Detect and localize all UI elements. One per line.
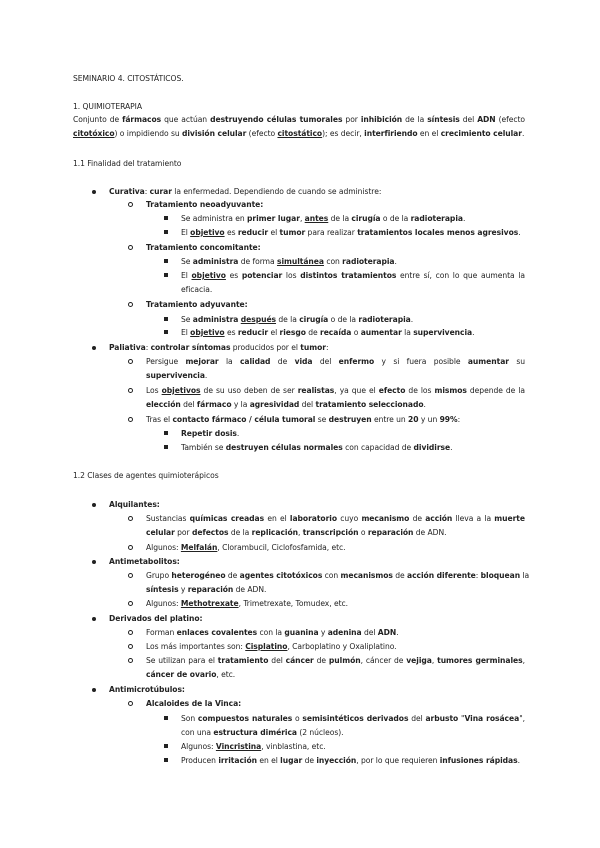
bullet-circle-icon	[128, 701, 133, 706]
text-run: ,	[431, 656, 438, 665]
text-run: para realizar	[305, 228, 358, 237]
item-neoadyuvante-2	[181, 228, 521, 238]
item-alquilantes-2	[146, 543, 346, 553]
text-run: interfiriendo	[364, 129, 418, 138]
text-run: de la	[276, 315, 300, 324]
text-run: , cáncer de	[360, 656, 407, 665]
text-run: tumores germinales	[437, 656, 523, 665]
item-concomitante-1	[181, 257, 397, 267]
text-run: inyección	[316, 756, 357, 765]
text-run: en el	[417, 129, 441, 138]
text-run: y si fuera posible	[374, 357, 468, 366]
item-adyuvante-title: Tratamiento adyuvante:	[146, 300, 248, 309]
text-run: supervivencia	[413, 328, 473, 337]
text-run: cirugía	[351, 214, 381, 223]
text-run: aumentar	[360, 328, 402, 337]
item-curativa	[109, 187, 381, 197]
item-paliativa-3-2	[181, 443, 452, 453]
text-run: compuestos naturales	[197, 714, 293, 723]
text-run: del	[299, 400, 316, 409]
text-run: tratamientos locales menos agresivos	[357, 228, 519, 237]
text-run: heterogéneo	[171, 571, 226, 580]
text-run: .	[462, 214, 466, 223]
text-run: :	[325, 343, 329, 352]
text-run: dividirse	[413, 443, 451, 452]
item-antimetabolitos-1-cont	[146, 585, 266, 595]
bullet-dot-icon	[92, 688, 96, 692]
intro-line-1	[73, 115, 525, 125]
item-alquilantes-title: Alquilantes:	[109, 500, 160, 509]
bullet-square-icon	[164, 445, 168, 449]
bullet-square-icon	[164, 216, 168, 220]
text-run: se	[315, 415, 329, 424]
text-run: ,	[522, 656, 525, 665]
text-run: síntesis	[146, 585, 179, 594]
text-run: mismos	[434, 386, 467, 395]
text-run: .	[423, 400, 426, 409]
text-run: inhibición	[360, 115, 403, 124]
text-run: el	[268, 228, 280, 237]
text-run: Algunos:	[146, 543, 181, 552]
text-run: con	[323, 257, 343, 266]
text-run: bloquean	[480, 571, 521, 580]
text-run: tratamiento	[217, 656, 269, 665]
text-run: Los	[146, 386, 162, 395]
bullet-circle-icon	[128, 601, 133, 606]
text-run: .	[518, 228, 521, 237]
text-run: realistas	[297, 386, 335, 395]
text-run: efecto	[378, 386, 406, 395]
text-run: de	[302, 756, 317, 765]
item-paliativa-3	[146, 415, 460, 425]
text-run: acción	[425, 514, 453, 523]
text-run: químicas creadas	[189, 514, 265, 523]
text-run: del	[361, 628, 378, 637]
text-run: .	[236, 429, 240, 438]
bullet-square-icon	[164, 716, 168, 720]
text-run: o de la	[380, 214, 411, 223]
text-run: .	[204, 371, 208, 380]
text-run: Sustancias	[146, 514, 190, 523]
text-run: entre sí, con lo que aumenta la	[396, 271, 525, 280]
item-alquilantes-1-cont	[146, 528, 446, 538]
bullet-dot-icon	[92, 346, 96, 350]
text-run: .	[394, 257, 397, 266]
text-run: de	[392, 571, 408, 580]
text-run: administra	[192, 315, 239, 324]
text-run: o de la	[328, 315, 359, 324]
text-run: Vincristina	[215, 742, 262, 751]
item-platino-title: Derivados del platino:	[109, 614, 203, 623]
text-run: Algunos:	[146, 599, 181, 608]
text-run: acción diferente	[407, 571, 476, 580]
bullet-circle-icon	[128, 202, 133, 207]
text-run: objetivo	[190, 328, 225, 337]
text-run: .	[410, 315, 414, 324]
bullet-circle-icon	[128, 658, 133, 663]
text-run: es	[225, 271, 242, 280]
text-run: ",	[519, 714, 525, 723]
text-run: laboratorio	[289, 514, 338, 523]
text-run: radioterapia	[410, 214, 463, 223]
text-run: enfermo	[338, 357, 375, 366]
text-run: celular	[146, 528, 175, 537]
text-run: enlaces covalentes	[176, 628, 258, 637]
item-vinca-1	[181, 714, 525, 724]
text-run: primer lugar	[246, 214, 300, 223]
item-concomitante-2-cont: eficacia.	[181, 285, 213, 294]
text-run: tumor	[279, 228, 306, 237]
text-run: y la	[231, 400, 250, 409]
text-run: El	[181, 228, 191, 237]
text-run: aumentar	[467, 357, 509, 366]
bullet-circle-icon	[128, 417, 133, 422]
text-run: por	[174, 528, 192, 537]
text-run: Grupo	[146, 571, 172, 580]
text-run: Se administra en	[181, 214, 247, 223]
text-run: después	[240, 315, 277, 324]
text-run: cuyo	[337, 514, 362, 523]
text-run: adenina	[327, 628, 362, 637]
text-run: vejiga	[406, 656, 432, 665]
text-run: Persigue	[146, 357, 186, 366]
text-run: :	[475, 571, 481, 580]
text-run: cáncer de ovario	[146, 670, 217, 679]
bullet-square-icon	[164, 230, 168, 234]
text-run: cirugía	[299, 315, 329, 324]
bullet-dot-icon	[92, 617, 96, 621]
text-run: Son	[181, 714, 198, 723]
text-run: ) o impidiendo su	[114, 129, 182, 138]
text-run: , ya que el	[334, 386, 379, 395]
text-run: entre un	[371, 415, 409, 424]
text-run: tumor	[300, 343, 326, 352]
item-concomitante-2	[181, 271, 525, 281]
text-run: de su uso deben de ser	[200, 386, 298, 395]
document-title: SEMINARIO 4. CITOSTÁTICOS.	[73, 74, 184, 83]
text-run: Se	[181, 315, 193, 324]
section-heading-quimioterapia: 1. QUIMIOTERAPIA	[73, 102, 143, 111]
text-run: muerte	[494, 514, 525, 523]
text-run: destruyen células normales	[225, 443, 343, 452]
text-run: radioterapia	[342, 257, 395, 266]
text-run: la	[218, 357, 240, 366]
text-run: antes	[304, 214, 329, 223]
text-run: distintos tratamientos	[300, 271, 397, 280]
item-neoadyuvante-1	[181, 214, 465, 224]
text-run: Se	[181, 257, 193, 266]
bullet-circle-icon	[128, 630, 133, 635]
bullet-circle-icon	[128, 573, 133, 578]
text-run: de la	[228, 528, 252, 537]
text-run: Conjunto de	[73, 115, 123, 124]
text-run: de ADN.	[413, 528, 447, 537]
text-run: pulmón	[328, 656, 361, 665]
text-run: reparación	[187, 585, 234, 594]
text-run: del	[268, 656, 286, 665]
text-run: de forma	[238, 257, 277, 266]
bullet-dot-icon	[92, 560, 96, 564]
text-run: , Trimetrexate, Tomudex, etc.	[238, 599, 349, 608]
bullet-circle-icon	[128, 545, 133, 550]
text-run: o	[292, 714, 303, 723]
text-run: su	[508, 357, 525, 366]
text-run: También se	[181, 443, 226, 452]
text-run: la enfermedad. Dependiendo de cuando se administre:	[171, 187, 382, 196]
bullet-dot-icon	[92, 503, 96, 507]
text-run: supervivencia	[146, 371, 205, 380]
item-antimetabolitos-2	[146, 599, 348, 609]
subsection-heading-finalidad: 1.1 Finalidad del tratamiento	[73, 159, 182, 168]
text-run: de	[313, 656, 329, 665]
text-run: 20	[408, 415, 419, 424]
text-run: , etc.	[216, 670, 236, 679]
bullet-circle-icon	[128, 644, 133, 649]
item-platino-3	[146, 656, 525, 666]
text-run: citotóxico	[73, 129, 115, 138]
item-platino-2	[146, 642, 397, 652]
text-run: radioterapia	[358, 315, 411, 324]
item-paliativa-1-cont	[146, 371, 207, 381]
text-run: objetivo	[190, 228, 225, 237]
text-run: ,	[299, 214, 305, 223]
bullet-square-icon	[164, 758, 168, 762]
text-run: en el	[257, 756, 281, 765]
text-run: agentes citotóxicos	[239, 571, 323, 580]
item-antimicrotubulos-title: Antimicrotúbulos:	[109, 685, 185, 694]
text-run: .	[396, 628, 399, 637]
text-run: potenciar	[241, 271, 283, 280]
text-run: de	[305, 328, 321, 337]
text-run: del	[459, 115, 478, 124]
text-run: , por lo que requieren	[356, 756, 440, 765]
text-run: Methotrexate	[180, 599, 239, 608]
text-run: arbusto	[425, 714, 459, 723]
text-run: guanina	[284, 628, 319, 637]
text-run: que actúan	[161, 115, 211, 124]
text-run: y un	[418, 415, 440, 424]
item-antimetabolitos-1	[146, 571, 530, 581]
text-run: ADN	[477, 115, 496, 124]
text-run: 99%	[439, 415, 458, 424]
text-run: ); es decir,	[322, 129, 365, 138]
text-run: depende de la	[466, 386, 525, 395]
text-run: calidad	[239, 357, 271, 366]
item-vinca-title: Alcaloides de la Vinca:	[146, 699, 242, 708]
text-run: El	[181, 271, 192, 280]
text-run: es	[224, 228, 238, 237]
text-run: es	[224, 328, 238, 337]
text-run: destruyen	[328, 415, 372, 424]
bullet-square-icon	[164, 317, 168, 321]
text-run: de	[270, 357, 295, 366]
text-run: crecimiento celular	[440, 129, 522, 138]
item-adyuvante-1	[181, 315, 413, 325]
text-run: simultánea	[276, 257, 324, 266]
text-run: (2 núcleos).	[296, 728, 344, 737]
text-run: .	[517, 756, 520, 765]
text-run: síntesis	[427, 115, 460, 124]
item-paliativa-1	[146, 357, 525, 367]
bullet-circle-icon	[128, 359, 133, 364]
bullet-circle-icon	[128, 516, 133, 521]
text-run: reducir	[237, 328, 269, 337]
item-vinca-3	[181, 756, 520, 766]
text-run: .	[472, 328, 475, 337]
item-neoadyuvante-title: Tratamiento neoadyuvante:	[146, 200, 264, 209]
text-run: del	[312, 357, 339, 366]
text-run: lleva a la	[452, 514, 495, 523]
text-run: destruyendo células tumorales	[210, 115, 343, 124]
item-platino-3-cont	[146, 670, 235, 680]
text-run: del	[180, 400, 197, 409]
text-run: infusiones rápidas	[439, 756, 518, 765]
text-run: "	[458, 714, 465, 723]
text-run: la	[520, 571, 530, 580]
text-run: defectos	[191, 528, 229, 537]
item-paliativa-2	[146, 386, 525, 396]
bullet-square-icon	[164, 744, 168, 748]
text-run: Melfalán	[180, 543, 218, 552]
text-run: , Clorambucil, Ciclofosfamida, etc.	[217, 543, 346, 552]
text-run: Curativa	[109, 187, 145, 196]
text-run: los	[282, 271, 301, 280]
text-run: por	[342, 115, 361, 124]
text-run: Vina rosácea	[464, 714, 520, 723]
text-run: :	[145, 343, 151, 352]
text-run: semisintéticos derivados	[302, 714, 409, 723]
text-run: Cisplatino	[245, 642, 288, 651]
bullet-square-icon	[164, 273, 168, 277]
text-run: , vinblastina, etc.	[261, 742, 326, 751]
text-run: (efecto	[495, 115, 525, 124]
text-run: curar	[149, 187, 172, 196]
bullet-dot-icon	[92, 190, 96, 194]
text-run: citostático	[277, 129, 323, 138]
text-run: ADN	[377, 628, 397, 637]
item-paliativa	[109, 343, 328, 353]
text-run: contacto fármaco / célula tumoral	[172, 415, 316, 424]
text-run: con una	[181, 728, 214, 737]
text-run: con capacidad de	[342, 443, 414, 452]
text-run: recaída	[320, 328, 352, 337]
bullet-square-icon	[164, 431, 168, 435]
text-run: :	[457, 415, 461, 424]
text-run: irritación	[218, 756, 257, 765]
text-run: vida	[294, 357, 313, 366]
text-run: fármaco	[196, 400, 232, 409]
text-run: El	[181, 328, 191, 337]
text-run: cáncer	[285, 656, 314, 665]
text-run: lugar	[280, 756, 303, 765]
text-run: .	[450, 443, 453, 452]
text-run: Algunos:	[181, 742, 216, 751]
text-run: Se utilizan para el	[146, 656, 218, 665]
item-paliativa-2-cont	[146, 400, 426, 410]
text-run: controlar síntomas	[150, 343, 231, 352]
bullet-square-icon	[164, 330, 168, 334]
item-alquilantes-1	[146, 514, 525, 524]
bullet-circle-icon	[128, 245, 133, 250]
text-run: con	[322, 571, 341, 580]
item-antimetabolitos-title: Antimetabolitos:	[109, 557, 180, 566]
text-run: en el	[264, 514, 290, 523]
text-run: Paliativa	[109, 343, 146, 352]
text-run: :	[144, 187, 150, 196]
text-run: transcripción	[302, 528, 359, 537]
text-run: de ADN.	[233, 585, 267, 594]
text-run: con la	[257, 628, 285, 637]
text-run: fármacos	[122, 115, 162, 124]
text-run: estructura dimérica	[213, 728, 297, 737]
text-run: de los	[405, 386, 435, 395]
text-run: tratamiento seleccionado	[315, 400, 424, 409]
text-run: y	[318, 628, 328, 637]
text-run: o	[351, 328, 361, 337]
text-run: y	[178, 585, 188, 594]
text-run: reducir	[237, 228, 269, 237]
text-run: Producen	[181, 756, 219, 765]
text-run: de la	[402, 115, 428, 124]
text-run: riesgo	[279, 328, 306, 337]
text-run: Los más importantes son:	[146, 642, 246, 651]
text-run: agresividad	[249, 400, 300, 409]
text-run: .	[521, 129, 525, 138]
bullet-square-icon	[164, 259, 168, 263]
item-vinca-2	[181, 742, 326, 752]
text-run: mejorar	[185, 357, 219, 366]
text-run: Tras el	[146, 415, 173, 424]
bullet-circle-icon	[128, 302, 133, 307]
item-platino-1	[146, 628, 399, 638]
text-run: el	[268, 328, 280, 337]
text-run: replicación	[251, 528, 298, 537]
text-run: reparación	[367, 528, 414, 537]
text-run: Forman	[146, 628, 177, 637]
text-run: Repetir dosis	[181, 429, 237, 438]
text-run: de	[409, 514, 426, 523]
text-run: la	[401, 328, 414, 337]
text-run: administra	[192, 257, 239, 266]
text-run: producidos por el	[230, 343, 301, 352]
text-run: (efecto	[246, 129, 278, 138]
text-run: de la	[328, 214, 352, 223]
intro-line-2	[73, 129, 524, 139]
text-run: mecanismo	[361, 514, 410, 523]
item-concomitante-title: Tratamiento concomitante:	[146, 243, 261, 252]
bullet-circle-icon	[128, 388, 133, 393]
text-run: elección	[146, 400, 181, 409]
text-run: división celular	[181, 129, 247, 138]
text-run: objetivo	[191, 271, 226, 280]
text-run: o	[358, 528, 368, 537]
text-run: del	[408, 714, 426, 723]
subsection-heading-clases: 1.2 Clases de agentes quimioterápicos	[73, 471, 219, 480]
item-paliativa-3-1	[181, 429, 239, 439]
item-vinca-1-cont	[181, 728, 344, 738]
text-run: ,	[297, 528, 303, 537]
text-run: de	[225, 571, 240, 580]
text-run: , Carboplatino y Oxaliplatino.	[287, 642, 397, 651]
text-run: objetivos	[161, 386, 201, 395]
item-adyuvante-2	[181, 328, 474, 338]
text-run: mecanismos	[340, 571, 393, 580]
